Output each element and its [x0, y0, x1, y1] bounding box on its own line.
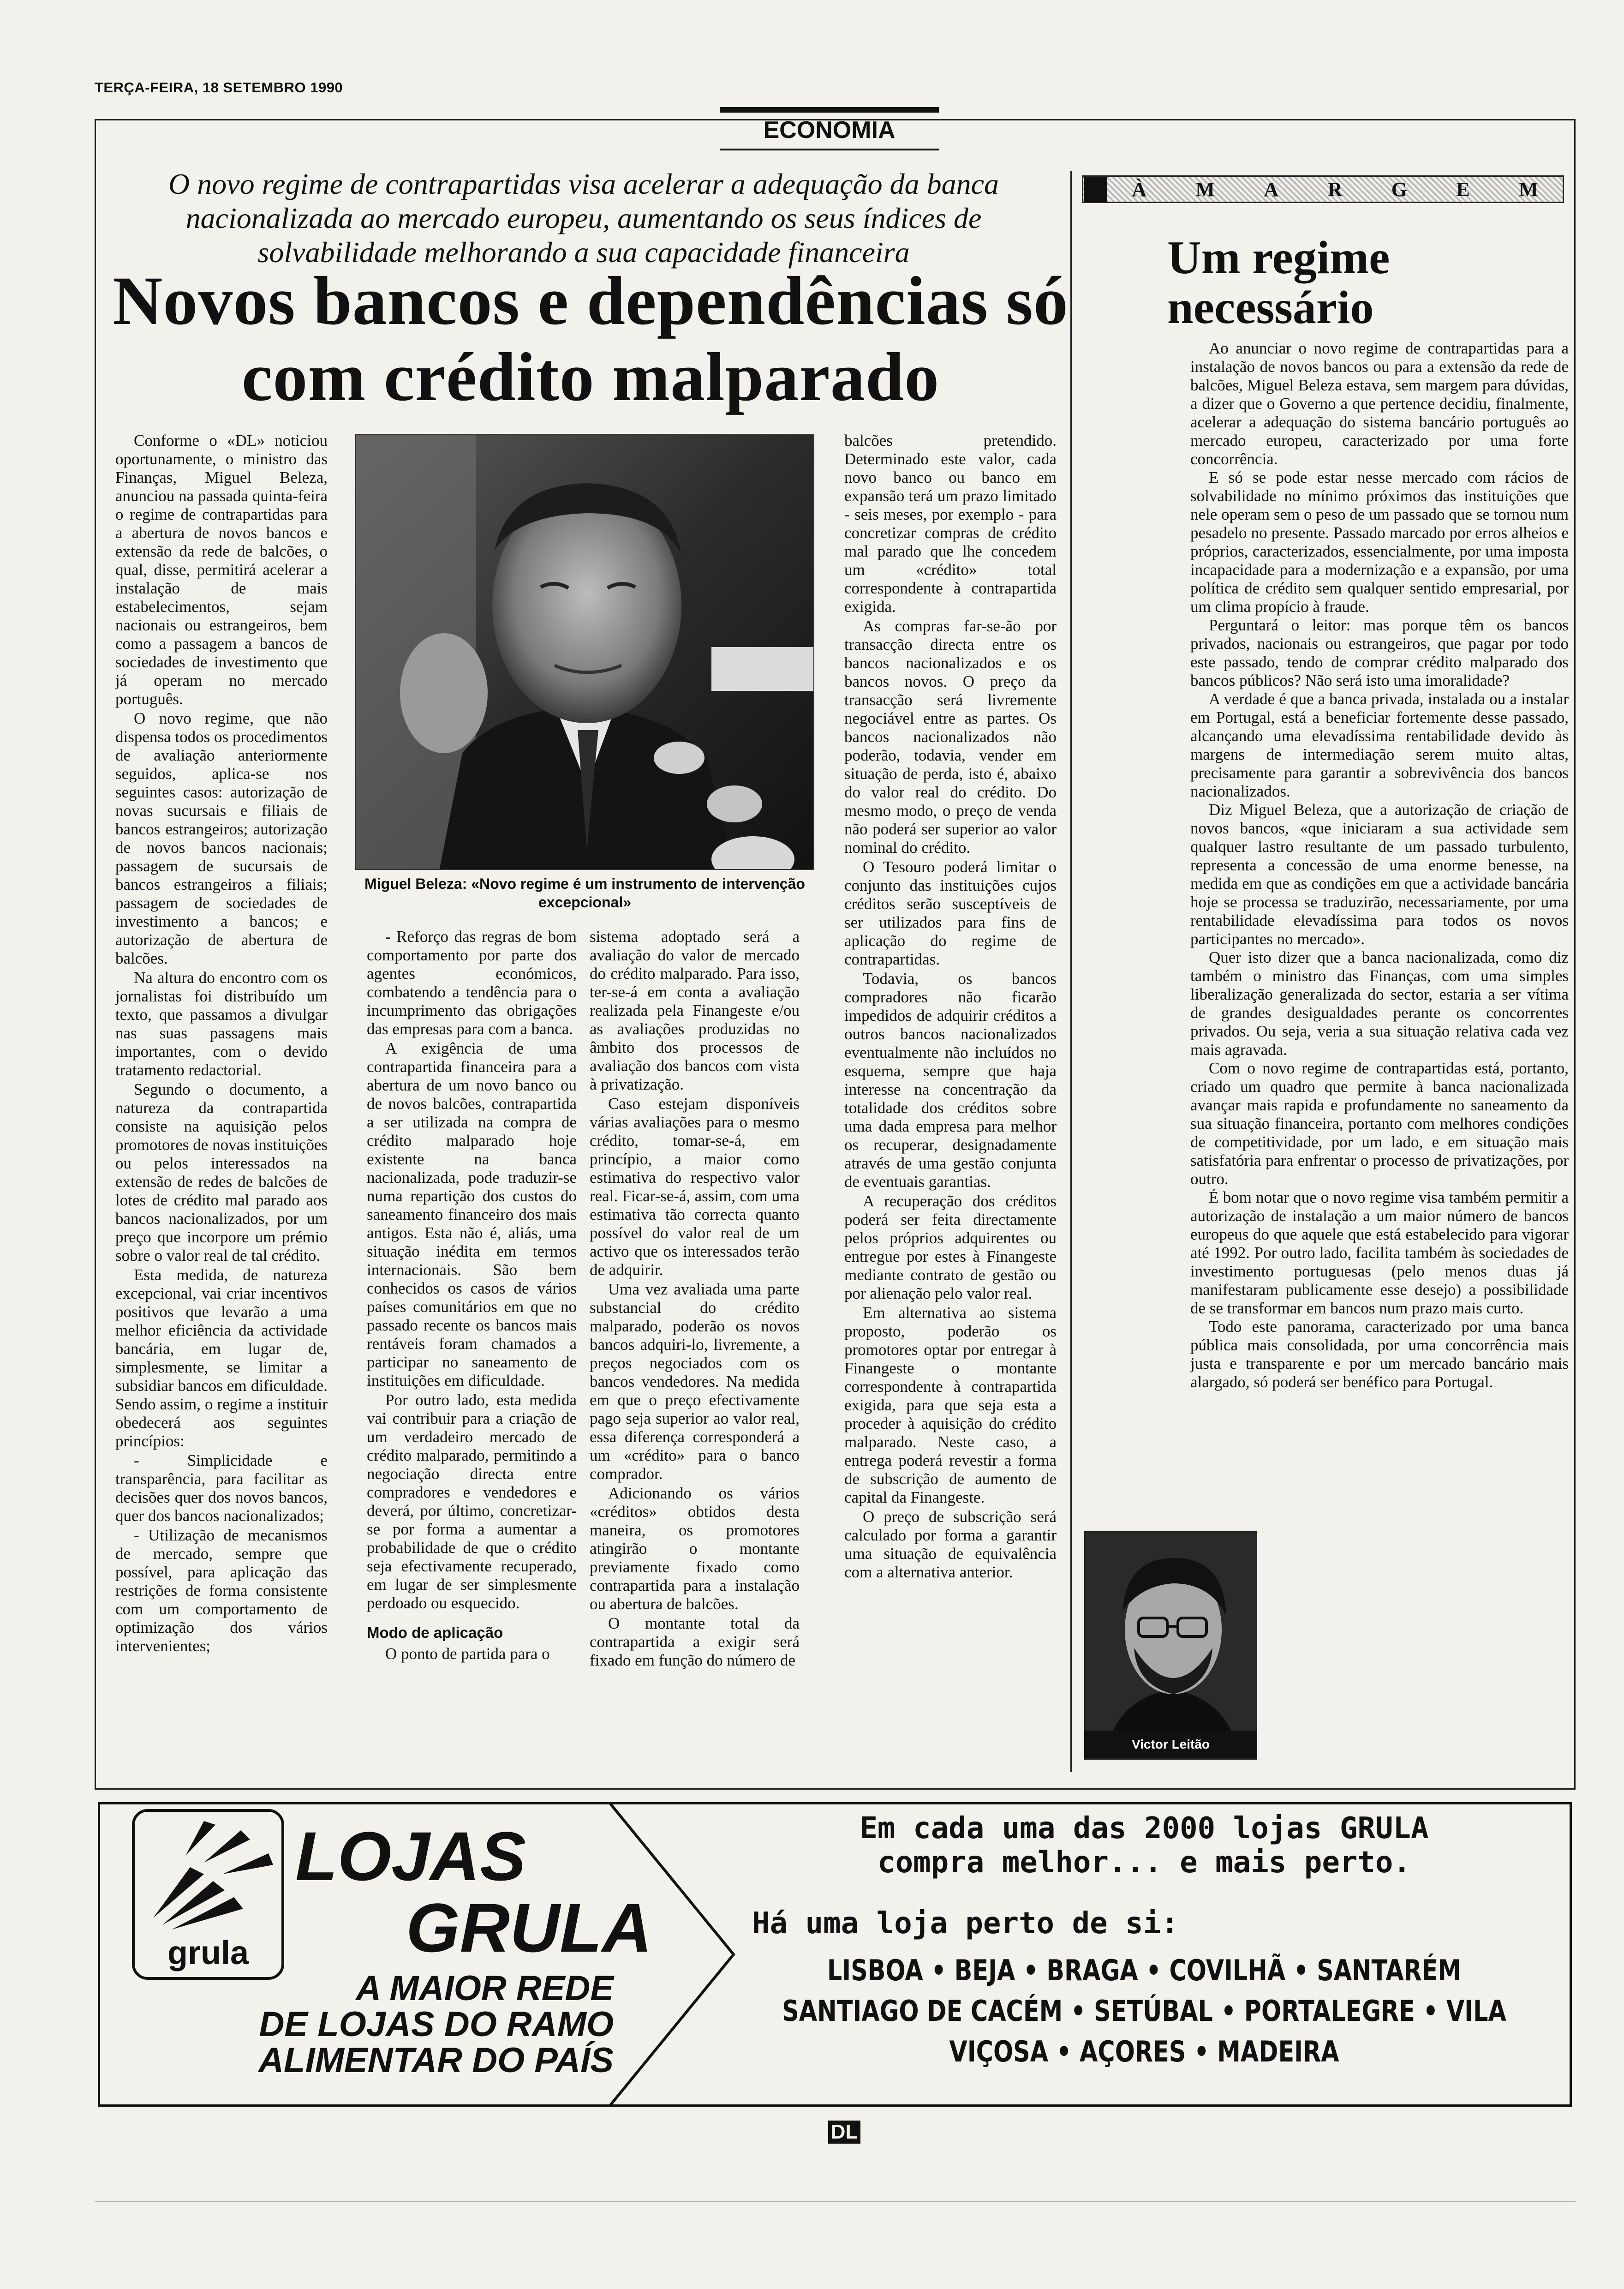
ad-tagline-line: compra melhor... e mais perto. [878, 1846, 1411, 1880]
subheading: Modo de aplicação [367, 1624, 503, 1641]
ad-brand [295, 1817, 652, 1966]
sidebar-label-block [1084, 177, 1107, 202]
paragraph: Adicionando os vários «créditos» obtidos desta maneira, os promotores atingirão o montante previamente fixado como contrapartida para a instalação ou abertura de balcões. [590, 1484, 800, 1613]
paragraph: Todo este panorama, caracterizado por uma banca pública mais consolidada, por uma concorrência mais justa e transparente e por um mercado bancário mais alargado, só poderá ser benéfico para Portugal. [1190, 1318, 1569, 1391]
ad-brand-line: GRULA [406, 1889, 652, 1966]
ad-city-line: SANTIAGO DE CACÉM • SETÚBAL • PORTALEGRE • VILA [782, 1994, 1506, 2028]
section-label: ECONOMIA [763, 117, 896, 144]
paragraph: Ao anunciar o novo regime de contrapartidas para a instalação de novos bancos ou para a extensão da rede de balcões, Miguel Beleza estava, sem margem para dúvidas, a dizer que o Governo a que pertence decidiu, finalmente, acelerar a adequação do sistema bancário português ao mercado europeu, caracterizado por uma forte concorrência. [1190, 339, 1569, 468]
paragraph: O Tesouro poderá limitar o conjunto das instituições cujos créditos serão susceptíveis de ser utilizados para fins de aplicação do regime de contrapartidas. [844, 858, 1057, 968]
article-headline: Novos bancos e dependências só com crédito malparado [113, 263, 1069, 415]
paragraph: Em alternativa ao sistema proposto, poderão os promotores optar por entregar à Finangeste o montante correspondente à contrapartida exigida, para que seja esta a proceder à aquisição do crédito malparado. Neste caso, a entrega poderá revestir a forma de subscrição de aumento de capital da Finangeste. [844, 1304, 1057, 1506]
photo-caption: Miguel Beleza: «Novo regime é um instrumento de intervenção excepcional» [364, 875, 805, 911]
article-column-3 [590, 928, 800, 1763]
sidebar-label-bar [1082, 175, 1564, 203]
minister-photo-image [356, 435, 814, 870]
paragraph: É bom notar que o novo regime visa também permitir a autorização de instalação a um maior número de bancos europeus do que aquele que está estabelecido para vigorar até 1992. Por outro lado, facilita também às sociedades de investimento portuguesas (pelo menos duas já manifestaram publicamente esse desejo) a possibilidade de se transformar em bancos num prazo mais curto. [1190, 1188, 1569, 1317]
ad-slogan-line: DE LOJAS DO RAMO [259, 2005, 614, 2044]
paragraph: Por outro lado, esta medida vai contribuir para a criação de um verdadeiro mercado de crédito malparado, permitindo a negociação directa entre compradores e vendedores e deverá, por último, concretizar-se por forma a aumentar a probabilidade de que o crédito seja efectivamente recuperado, em lugar de ser simplesmente perdoado ou esquecido. [367, 1391, 577, 1612]
ad-copy [734, 1811, 1555, 2072]
paragraph: O novo regime, que não dispensa todos os procedimentos de avaliação anteriormente seguidos, aplica-se nos seguintes casos: autorização de novas sucursais e filiais de bancos estrangeiros; autorização de novos bancos nacionais; passagem de sucursais de bancos estrangeiros a filiais; passagem de sociedades de investimento a bancos; e autorização de abertura de balcões. [115, 709, 328, 967]
article-column-2 [367, 928, 577, 1763]
paragraph: As compras far-se-ão por transacção directa entre os bancos nacionalizados e os bancos novos. O preço da transacção será livremente negociável entre as partes. Os bancos nacionalizados não poderão, todavia, vender em situação de perda, isto é, abaixo do valor real do crédito. Do mesmo modo, o preço de venda não poderá ser superior ao valor nominal do crédito. [844, 617, 1057, 857]
article-deck: O novo regime de contrapartidas visa acelerar a adequação da banca nacionalizada ao mercado europeu, aumentando os seus índices de solvabilidade melhorando a sua capacidade financeira [168, 168, 999, 269]
grula-logo-mark [135, 1812, 281, 1977]
paragraph: - Utilização de mecanismos de mercado, sempre que possível, para aplicação das restrições de forma consistente com um comportamento de optimização dos vários intervenientes; [115, 1526, 328, 1655]
paragraph: Segundo o documento, a natureza da contrapartida consiste na aquisição pelos promotores de novas instituições ou pelos interessados na extensão de redes de balcões de lotes de crédito mal parado aos bancos nacionalizados, por um preço que incorpore um prémio sobre o valor real de tal crédito. [115, 1080, 328, 1264]
columnist-portrait [1084, 1531, 1257, 1760]
sidebar-label-letter: G [1391, 178, 1407, 201]
paragraph: Quer isto dizer que a banca nacionalizada, como diz também o ministro das Finanças, com uma simples liberalização generalizada do sector, estaria a ser vítima de grandes desigualdades perante os concorrentes privados. Ou seja, veria a sua situação relativa cada vez mais agravada. [1190, 948, 1569, 1059]
paragraph: Conforme o «DL» noticiou oportunamente, o ministro das Finanças, Miguel Beleza, anunciou na passada quinta-feira o regime de contrapartidas para a abertura de novos bancos e extensão da rede de balcões, o qual, disse, permitirá acelerar a instalação de mais estabelecimentos, sejam nacionais ou estrangeiros, bem como a passagem a bancos de sociedades de investimento que já operam no mercado português. [115, 431, 328, 708]
columnist-portrait-image [1086, 1533, 1257, 1760]
sidebar-label [1107, 178, 1563, 201]
ad-city-line: LISBOA • BEJA • BRAGA • COVILHÃ • SANTARÉM [827, 1953, 1462, 1987]
article-column-4 [844, 431, 1057, 1761]
paragraph: A exigência de uma contrapartida financeira para a abertura de um novo banco ou de novos balcões, contrapartida a ser utilizada na compra de crédito malparado hoje existente na banca nacionalizada, pode traduzir-se numa repartição dos custos do saneamento financeiro dos mais antigos. Esta não é, aliás, uma situação inédita em termos internacionais. São bem conhecidos os casos de vários países comunitários em que no passado recente os bancos mais rentáveis foram chamados a participar no saneamento de instituições em dificuldade. [367, 1039, 577, 1390]
sidebar-label-letter: R [1327, 178, 1343, 201]
paragraph: Diz Miguel Beleza, que a autorização de criação de novos bancos, «que iniciaram a sua actividade sem qualquer lastro resultante de um passado turbulento, representa a concessão de uma enorme benesse, na medida em que as condições em que a actividade bancária hoje se processa se traduzirão, necessariamente, por uma rentabilidade elevadíssima para todos os novos participantes no mercado». [1190, 801, 1569, 948]
paragraph: - Simplicidade e transparência, para facilitar as decisões quer dos novos bancos, quer dos bancos nacionalizados; [115, 1451, 328, 1525]
ad-slogan-line: ALIMENTAR DO PAÍS [258, 2041, 614, 2080]
minister-photo [355, 434, 814, 870]
sidebar-label-letter: M [1519, 178, 1538, 201]
grula-logo-text: grula [167, 1935, 249, 1971]
sidebar-label-letter: À [1132, 178, 1146, 201]
paragraph: balcões pretendido. Determinado este valor, cada novo banco ou banco em expansão terá um prazo limitado - seis meses, por exemplo - para concretizar compras de crédito mal parado que lhe concedem um «crédito» total correspondente à contrapartida exigida. [844, 431, 1057, 616]
paragraph: O ponto de partida para o [385, 1645, 550, 1663]
publication-mark-text: DL [828, 2121, 861, 2144]
ad-slogan [171, 1971, 614, 2079]
section-bar [720, 107, 939, 113]
paragraph: Com o novo regime de contrapartidas está, portanto, criado um quadro que permite à banca nacionalizada avançar mais rapida e profundamente no saneamento da sua situação financeira, portanto com melhores condições de competitividade, por um lado, e em situação mais satisfatória para enfrentar o processo de privatizações, por outro. [1190, 1059, 1569, 1188]
sidebar-headline: Um regime necessário [1167, 232, 1390, 334]
paragraph: Caso estejam disponíveis várias avaliações para o mesmo crédito, tomar-se-á, em princípio, a maior como estimativa do respectivo valor real. Ficar-se-á, assim, com uma estimativa tão correcta quanto possível do valor real de um activo que os interessados terão de adquirir. [590, 1095, 800, 1279]
ad-slogan-line: A MAIOR REDE [356, 1969, 614, 2008]
ad-brand-line: LOJAS [295, 1817, 526, 1895]
section-underline [720, 149, 939, 150]
ad-nearby-heading: Há uma loja perto de si: [752, 1906, 1179, 1941]
publication-mark [784, 2121, 904, 2148]
paragraph: E só se pode estar nesse mercado com rácios de solvabilidade no mínimo próximos das instituições que nele operam sem o peso de um passado que se tornou num pesadelo no presente. Passado marcado por erros alheios e próprios, caracterizados, essencialmente, por uma imposta incapacidade para a modernização e a expansão, por uma política de crédito sem qualquer sentido empresarial, por um clima propício à fraude. [1190, 468, 1569, 616]
ad-tagline-line: Em cada uma das 2000 lojas GRULA [860, 1811, 1429, 1846]
paragraph: A verdade é que a banca privada, instalada ou a instalar em Portugal, está a beneficiar fortemente desse passado, alcançando uma elevadíssima rentabilidade devido às margens de intermediação serem muito altas, precisamente para garantir a sobrevivência dos bancos nacionalizados. [1190, 690, 1569, 800]
sidebar-label-letter: A [1264, 178, 1279, 201]
paragraph: Na altura do encontro com os jornalistas foi distribuído um texto, que passamos a divulgar nas suas passagens mais importantes, com o devido tratamento redactorial. [115, 969, 328, 1079]
article-column-1 [115, 431, 328, 1761]
paragraph: O montante total da contrapartida a exigir será fixado em função do número de [590, 1614, 800, 1669]
dateline: TERÇA-FEIRA, 18 SETEMBRO 1990 [95, 79, 343, 96]
grula-logo [132, 1809, 284, 1980]
paragraph: A recuperação dos créditos poderá ser feita directamente pelos próprios adquirentes ou entregue por estes à Finangeste mediante contrato de gestão ou por alienação pelo valor real. [844, 1192, 1057, 1302]
ad-city-list [734, 1950, 1554, 2072]
paragraph: Uma vez avaliada uma parte substancial do crédito malparado, poderão os novos bancos adquiri-lo, livremente, a preços negociados com os bancos vendedores. Na medida em que o preço efectivamente pago seja superior ao valor real, essa diferença corresponderá a um «crédito» para o banco comprador. [590, 1280, 800, 1483]
paragraph: Todavia, os bancos compradores não ficarão impedidos de adquirir créditos a outros bancos nacionalizados eventualmente não incluídos no esquema, sempre que haja interesse na concentração da totalidade dos créditos sobre uma dada empresa para melhor os recuperar, designadamente através de uma gestão conjunta de eventuais garantias. [844, 970, 1057, 1191]
sidebar-label-letter: M [1195, 178, 1215, 201]
portrait-caption: Victor Leitão [1084, 1731, 1257, 1758]
sidebar-label-letter: E [1456, 178, 1470, 201]
bottom-rule [95, 2201, 1576, 2202]
paragraph: Esta medida, de natureza excepcional, vai criar incentivos positivos que levarão a uma melhor eficiência da actividade bancária, em lugar de, simplesmente, se limitar a subsidiar bancos em dificuldade. Sendo assim, o regime a instituir obedecerá aos seguintes princípios: [115, 1266, 328, 1450]
paragraph: sistema adoptado será a avaliação do valor de mercado do crédito malparado. Para isso, ter-se-á em conta a avaliação realizada pela Finangeste e/ou as avaliações produzidas no âmbito dos processos de avaliação dos bancos com vista à privatização. [590, 928, 800, 1093]
paragraph: - Reforço das regras de bom comportamento por parte dos agentes económicos, combatendo a tendência para o incumprimento das obrigações das empresas para com a banca. [367, 928, 577, 1038]
ad-tagline [734, 1811, 1555, 1880]
ad-city-line: VIÇOSA • AÇORES • MADEIRA [949, 2035, 1339, 2068]
paragraph: Perguntará o leitor: mas porque têm os bancos privados, nacionais ou estrangeiros, que pagar por todo este passado, tendo de comprar crédito malparado dos bancos públicos? Não será isto uma imoralidade? [1190, 616, 1569, 689]
paragraph: O preço de subscrição será calculado por forma a garantir uma situação de equivalência com a alternativa anterior. [844, 1508, 1057, 1581]
sidebar-body [1190, 339, 1569, 1687]
sidebar-divider [1070, 171, 1072, 1772]
